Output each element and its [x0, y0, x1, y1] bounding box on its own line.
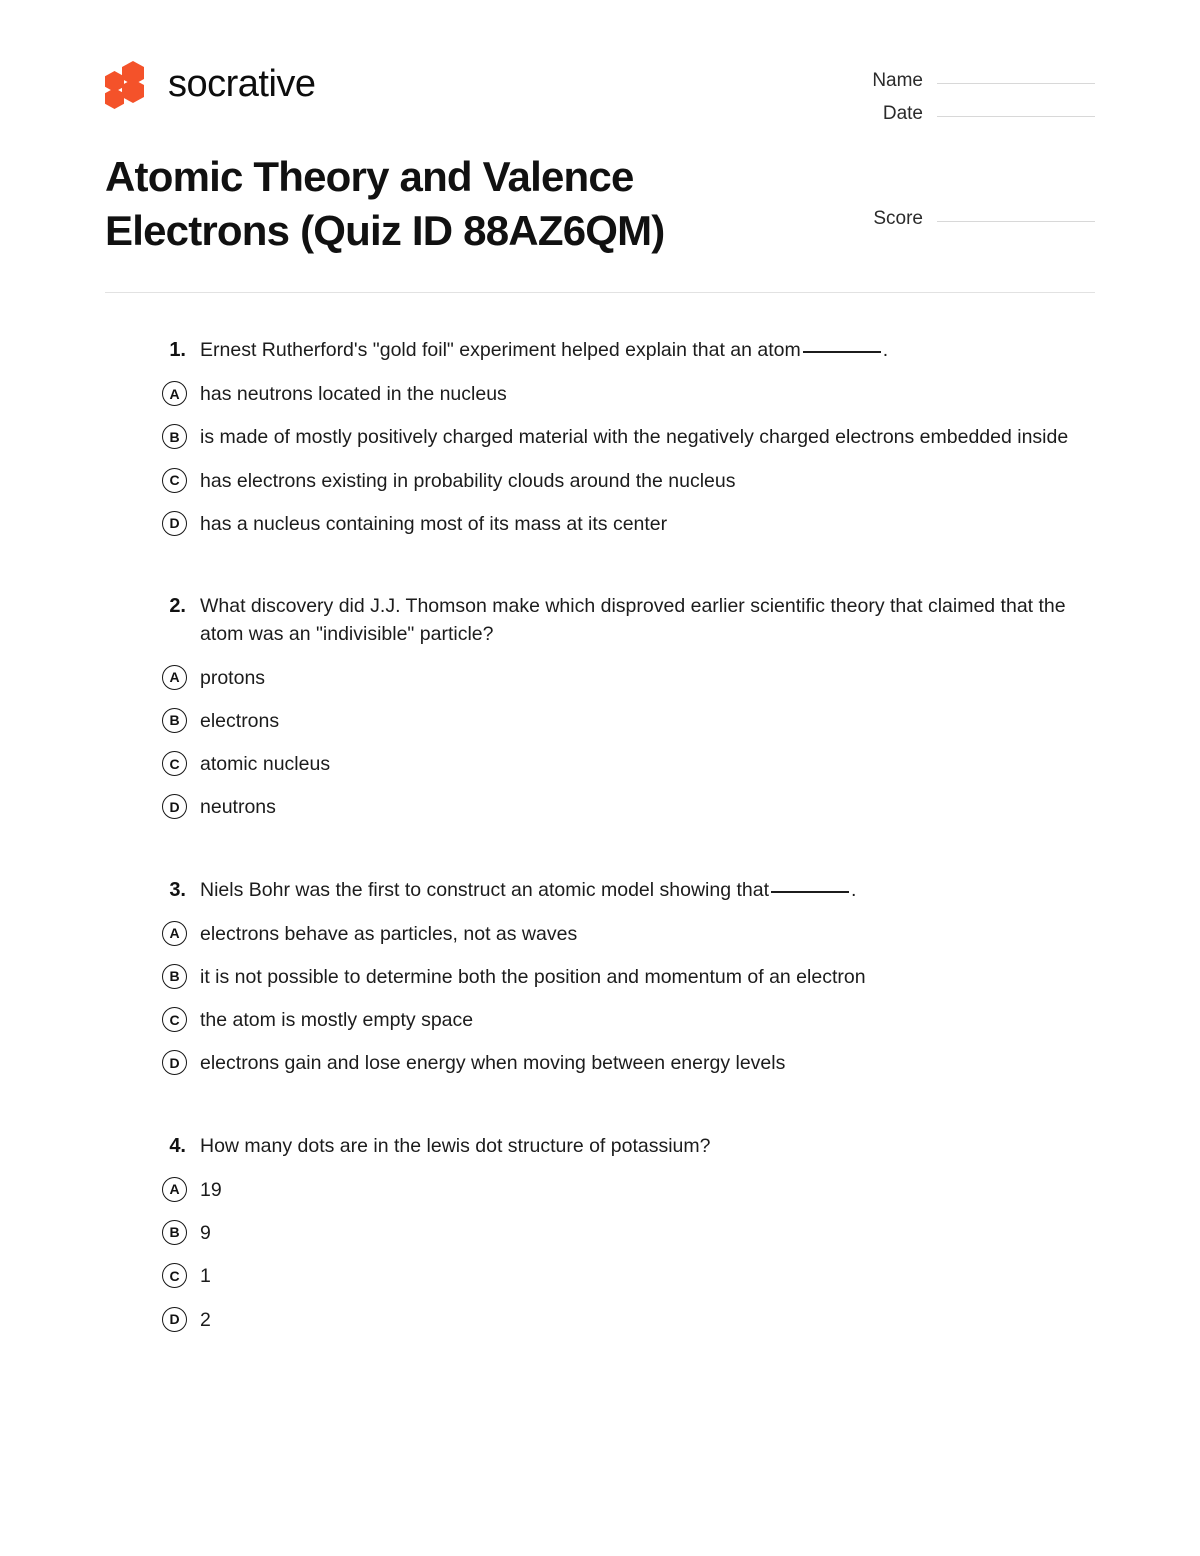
option-letter-c[interactable]: C: [162, 1007, 187, 1032]
option-text: neutrons: [200, 796, 276, 819]
option-item[interactable]: [105, 919, 1095, 948]
question-heading: [105, 592, 1095, 649]
question-heading: [105, 1132, 1095, 1161]
option-item[interactable]: [105, 1218, 1095, 1247]
option-item[interactable]: [105, 422, 1095, 451]
option-text: 1: [200, 1265, 211, 1288]
option-letter-a[interactable]: A: [162, 665, 187, 690]
option-letter-d[interactable]: D: [162, 794, 187, 819]
question-item: [105, 1132, 1095, 1334]
name-field-line[interactable]: [937, 83, 1095, 84]
options-list: [105, 1175, 1095, 1334]
option-text: 9: [200, 1221, 211, 1244]
question-number: 4.: [169, 1134, 186, 1157]
option-item[interactable]: [105, 1048, 1095, 1077]
score-field-label: Score: [873, 208, 923, 229]
worksheet-header: [0, 0, 1200, 296]
answer-blank: [771, 891, 849, 893]
option-letter-b[interactable]: B: [162, 964, 187, 989]
question-text: Niels Bohr was the first to construct an atomic model showing that .: [200, 878, 857, 901]
name-field-row: [855, 70, 1095, 92]
option-letter-d[interactable]: D: [162, 1050, 187, 1075]
option-text: 19: [200, 1178, 222, 1201]
student-info-fields: [855, 70, 1095, 241]
options-list: [105, 379, 1095, 538]
option-item[interactable]: [105, 1305, 1095, 1334]
option-item[interactable]: [105, 379, 1095, 408]
score-field-line[interactable]: [937, 221, 1095, 222]
score-field-row: [855, 208, 1095, 230]
option-text: has neutrons located in the nucleus: [200, 383, 507, 405]
option-letter-d[interactable]: D: [162, 1307, 187, 1332]
question-text: Ernest Rutherford's "gold foil" experiment helped explain that an atom .: [200, 339, 889, 361]
options-list: [105, 663, 1095, 822]
option-text: the atom is mostly empty space: [200, 1009, 474, 1032]
option-letter-a[interactable]: A: [162, 381, 187, 406]
question-text: How many dots are in the lewis dot structure of potassium?: [200, 1134, 711, 1157]
page-title: Atomic Theory and Valence Electrons (Quiz ID 88AZ6QM): [105, 153, 665, 254]
option-item[interactable]: [105, 1175, 1095, 1204]
question-heading: [105, 336, 1095, 365]
option-text: electrons behave as particles, not as waves: [200, 922, 578, 945]
option-letter-a[interactable]: A: [162, 921, 187, 946]
option-item[interactable]: [105, 749, 1095, 778]
options-list: [105, 919, 1095, 1078]
date-field-line[interactable]: [937, 116, 1095, 117]
questions-list: [0, 336, 1200, 1334]
question-heading: [105, 876, 1095, 905]
option-text: electrons gain and lose energy when moving between energy levels: [200, 1052, 786, 1075]
option-letter-c[interactable]: C: [162, 1263, 187, 1288]
option-letter-b[interactable]: B: [162, 424, 187, 449]
name-field-label: Name: [872, 70, 923, 91]
option-text: has a nucleus containing most of its mass at its center: [200, 512, 668, 535]
option-letter-a[interactable]: A: [162, 1177, 187, 1202]
hexagon-cluster-icon: [105, 60, 151, 108]
brand-name: socrative: [168, 63, 316, 105]
option-text: it is not possible to determine both the position and momentum of an electron: [200, 965, 866, 988]
date-field-row: [855, 103, 1095, 125]
question-item: [105, 876, 1095, 1078]
option-letter-d[interactable]: D: [162, 511, 187, 536]
option-text: is made of mostly positively charged material with the negatively charged electrons embedded inside: [200, 426, 1069, 449]
option-item[interactable]: [105, 509, 1095, 538]
option-letter-c[interactable]: C: [162, 468, 187, 493]
question-number: 3.: [169, 878, 186, 901]
option-text: atomic nucleus: [200, 753, 331, 776]
option-item[interactable]: [105, 706, 1095, 735]
option-letter-b[interactable]: B: [162, 1220, 187, 1245]
date-field-label: Date: [882, 103, 923, 124]
option-text: 2: [200, 1308, 211, 1331]
question-item: [105, 592, 1095, 822]
question-number: 2.: [169, 595, 186, 618]
option-item[interactable]: [105, 1005, 1095, 1034]
option-item[interactable]: [105, 466, 1095, 495]
option-letter-b[interactable]: B: [162, 708, 187, 733]
option-text: has electrons existing in probability clouds around the nucleus: [200, 469, 736, 492]
option-letter-c[interactable]: C: [162, 751, 187, 776]
question-item: [105, 336, 1095, 538]
question-text: What discovery did J.J. Thomson make which disproved earlier scientific theory that claimed that the atom was an "indivisible" particle?: [200, 595, 1066, 646]
option-item[interactable]: [105, 663, 1095, 692]
option-item[interactable]: [105, 1261, 1095, 1290]
option-item[interactable]: [105, 792, 1095, 821]
option-text: electrons: [200, 709, 280, 732]
option-item[interactable]: [105, 962, 1095, 991]
answer-blank: [803, 351, 881, 353]
header-divider: [105, 292, 1095, 293]
question-number: 1.: [169, 339, 186, 361]
option-text: protons: [200, 666, 266, 689]
